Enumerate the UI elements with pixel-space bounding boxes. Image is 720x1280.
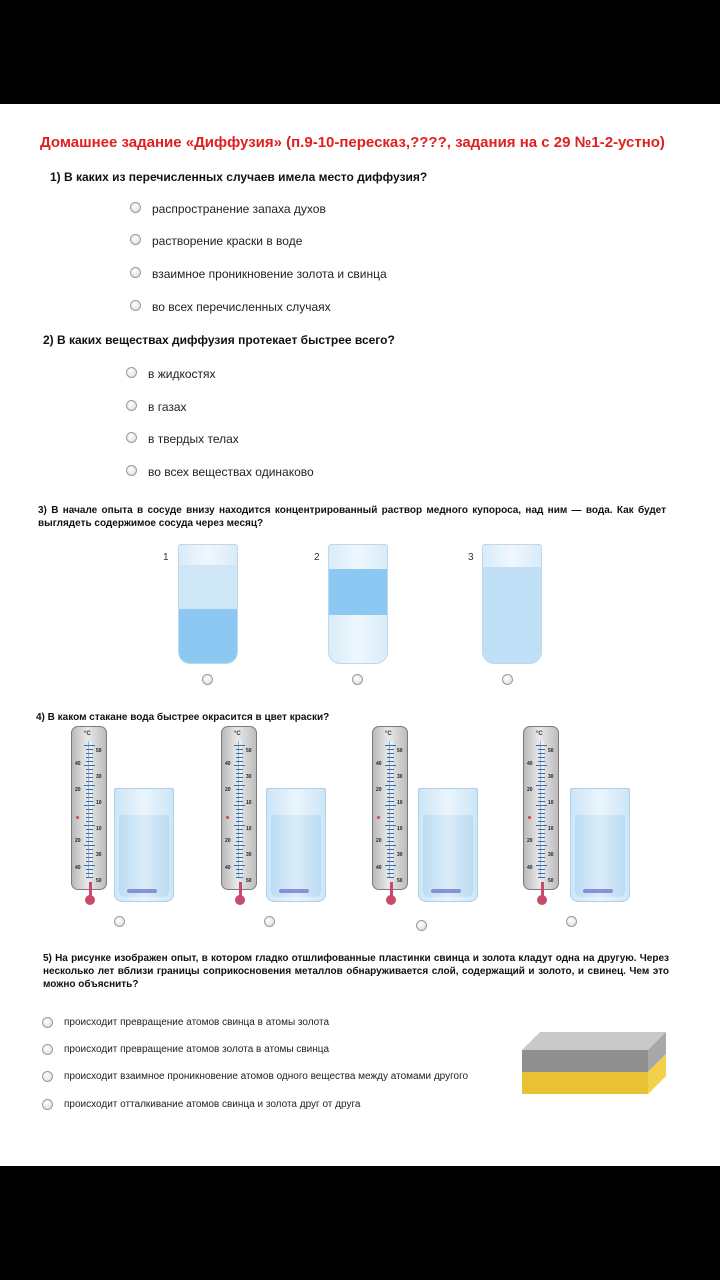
scale-tick [538, 813, 545, 814]
scale-tick [538, 833, 545, 834]
scale-tick [538, 773, 545, 774]
scale-tick [236, 757, 243, 758]
scale-tick [84, 825, 95, 826]
q5-option-4[interactable]: происходит отталкивание атомов свинца и золота друг от друга [42, 1097, 360, 1113]
scale-tick [538, 877, 545, 878]
scale-tick [84, 745, 95, 746]
paint-drops [583, 889, 613, 893]
question-1: 1) В каких из перечисленных случаев имела место диффузия? [50, 170, 428, 184]
scale-tick [236, 833, 243, 834]
scale-tick [387, 877, 394, 878]
scale-tick [538, 829, 545, 830]
scale-tick [86, 841, 93, 842]
scale-tick [86, 857, 93, 858]
page-title: Домашнее задание «Диффузия» (п.9-10-пересказ,????, задания на с 29 №1-2-устно) [40, 134, 665, 151]
scale-tick [236, 809, 243, 810]
scale-tick [236, 853, 243, 854]
scale-tick [86, 789, 93, 790]
thermometer-1: °C 40 20 20 40 50 30 10 10 30 50 [71, 726, 107, 890]
paint-drops [127, 889, 157, 893]
scale-tick [385, 865, 396, 866]
radio-icon[interactable] [126, 400, 137, 411]
thermometer-3: °C 40 20 20 40 50 30 10 10 30 50 [372, 726, 408, 890]
zero-mark [226, 816, 229, 819]
q5-option-3[interactable]: происходит взаимное проникновение атомов одного вещества между атомами другого [42, 1069, 468, 1085]
scale-tick [385, 825, 396, 826]
scale-tick [387, 813, 394, 814]
q3-radio-3[interactable] [502, 674, 513, 685]
scale-tick [387, 801, 394, 802]
radio-icon[interactable] [42, 1017, 53, 1028]
scale-tick [385, 745, 396, 746]
scale-tick [236, 801, 243, 802]
scale-tick [234, 825, 245, 826]
glass-2 [266, 788, 326, 902]
scale-tick [387, 821, 394, 822]
scale-tick [387, 757, 394, 758]
scale-tick [84, 765, 95, 766]
scale-tick [236, 861, 243, 862]
radio-icon[interactable] [42, 1044, 53, 1055]
vessel-label-2: 2 [314, 552, 320, 563]
scale-tick [86, 813, 93, 814]
scale-tick [86, 833, 93, 834]
scale-tick [385, 845, 396, 846]
scale-tick [536, 865, 547, 866]
thermometer-4: °C 40 20 20 40 50 30 10 10 30 50 [523, 726, 559, 890]
scale-tick [86, 793, 93, 794]
scale-tick [538, 781, 545, 782]
scale-tick [86, 781, 93, 782]
paint-drops [279, 889, 309, 893]
zero-mark [377, 816, 380, 819]
scale-tick [236, 829, 243, 830]
scale-tick [387, 749, 394, 750]
scale-tick [385, 805, 396, 806]
worksheet-page [0, 104, 720, 1166]
scale-tick [236, 841, 243, 842]
scale-tick [236, 749, 243, 750]
glass-3 [418, 788, 478, 902]
scale-tick [236, 869, 243, 870]
scale-tick [236, 761, 243, 762]
scale-tick [236, 777, 243, 778]
scale-tick [387, 849, 394, 850]
scale-tick [234, 745, 245, 746]
scale-tick [538, 809, 545, 810]
scale-tick [538, 749, 545, 750]
q1-option-1[interactable]: распространение запаха духов [130, 200, 326, 216]
glass-4 [570, 788, 630, 902]
scale-tick [236, 877, 243, 878]
q4-radio-3[interactable] [416, 920, 427, 931]
scale-tick [538, 853, 545, 854]
scale-tick [236, 753, 243, 754]
scale-tick [538, 761, 545, 762]
scale-tick [236, 837, 243, 838]
scale-tick [387, 781, 394, 782]
q3-radio-2[interactable] [352, 674, 363, 685]
scale-tick [84, 845, 95, 846]
scale-tick [536, 805, 547, 806]
q5-option-1[interactable]: происходит превращение атомов свинца в атомы золота [42, 1015, 329, 1031]
scale-tick [86, 849, 93, 850]
lead-plate-top [522, 1032, 666, 1050]
vessel-2 [328, 544, 388, 664]
scale-tick [236, 817, 243, 818]
question-2: 2) В каких веществах диффузия протекает быстрее всего? [43, 333, 395, 347]
scale-tick [86, 797, 93, 798]
scale-tick [86, 769, 93, 770]
scale-tick [387, 833, 394, 834]
scale-tick [387, 817, 394, 818]
scale-tick [536, 845, 547, 846]
scale-tick [86, 873, 93, 874]
scale-tick [234, 785, 245, 786]
q2-option-1[interactable]: в жидкостях [126, 365, 216, 381]
scale-tick [538, 757, 545, 758]
scale-tick [387, 841, 394, 842]
paint-drops [431, 889, 461, 893]
q3-radio-1[interactable] [202, 674, 213, 685]
scale-tick [234, 845, 245, 846]
scale-tick [538, 793, 545, 794]
scale-tick [538, 801, 545, 802]
scale-tick [84, 805, 95, 806]
scale-tick [86, 821, 93, 822]
q4-radio-1[interactable] [114, 916, 125, 927]
scale-tick [236, 781, 243, 782]
q1-option-2[interactable]: растворение краски в воде [130, 232, 302, 248]
radio-icon[interactable] [130, 300, 141, 311]
scale-tick [86, 837, 93, 838]
water-layer [179, 565, 237, 609]
scale-tick [86, 869, 93, 870]
q1-option-3[interactable]: взаимное проникновение золота и свинца [130, 265, 387, 281]
scale-tick [236, 873, 243, 874]
scale-tick [86, 829, 93, 830]
scale-tick [387, 853, 394, 854]
scale-tick [86, 777, 93, 778]
scale-tick [538, 797, 545, 798]
radio-icon[interactable] [126, 432, 137, 443]
scale-tick [538, 873, 545, 874]
zero-mark [76, 816, 79, 819]
radio-icon[interactable] [130, 267, 141, 278]
scale-tick [86, 877, 93, 878]
solution-layer [179, 609, 237, 663]
scale-tick [387, 797, 394, 798]
solution-layer [329, 569, 387, 615]
scale-tick [86, 861, 93, 862]
scale-tick [236, 789, 243, 790]
metal-plates-illustration [518, 1028, 668, 1096]
scale-tick [538, 869, 545, 870]
scale-tick [387, 809, 394, 810]
glass-1 [114, 788, 174, 902]
scale-tick [538, 777, 545, 778]
thermometer-bulb [386, 895, 396, 905]
scale-tick [86, 809, 93, 810]
scale-tick [236, 793, 243, 794]
scale-tick [86, 753, 93, 754]
question-5: 5) На рисунке изображен опыт, в котором гладко отшлифованные пластинки свинца и золота кладут одна на другую. Через несколько лет вблизи границы соприкосновения металлов обнаруживается слой, содержащий и золото, и свинец. Чем это можно объяснить? [43, 953, 669, 990]
scale-tick [387, 789, 394, 790]
vessel-label-1: 1 [163, 552, 169, 563]
scale-tick [538, 821, 545, 822]
scale-tick [385, 765, 396, 766]
scale-tick [234, 805, 245, 806]
radio-icon[interactable] [130, 202, 141, 213]
radio-icon[interactable] [126, 465, 137, 476]
scale-tick [86, 853, 93, 854]
scale-tick [86, 817, 93, 818]
scale-tick [538, 753, 545, 754]
scale-tick [538, 861, 545, 862]
gold-plate-side [522, 1072, 648, 1094]
q4-radio-2[interactable] [264, 916, 275, 927]
scale-tick [387, 753, 394, 754]
radio-icon[interactable] [42, 1099, 53, 1110]
scale-tick [387, 829, 394, 830]
scale-tick [236, 773, 243, 774]
q2-option-2[interactable]: в газах [126, 398, 187, 414]
scale-tick [236, 857, 243, 858]
q2-option-3[interactable]: в твердых телах [126, 430, 239, 446]
thermometer-2: °C 40 20 20 40 50 30 10 10 30 50 [221, 726, 257, 890]
mixed-solution [483, 567, 541, 663]
thermometer-bulb [235, 895, 245, 905]
scale-tick [387, 857, 394, 858]
q4-radio-4[interactable] [566, 916, 577, 927]
scale-tick [234, 865, 245, 866]
vessel-label-3: 3 [468, 552, 474, 563]
scale-tick [538, 817, 545, 818]
scale-tick [538, 789, 545, 790]
thermometer-bulb [85, 895, 95, 905]
scale-tick [538, 841, 545, 842]
scale-tick [236, 849, 243, 850]
scale-tick [84, 865, 95, 866]
scale-tick [536, 765, 547, 766]
question-4: 4) В каком стакане вода быстрее окрасится в цвет краски? [36, 712, 330, 723]
zero-mark [528, 816, 531, 819]
scale-tick [387, 793, 394, 794]
scale-tick [538, 849, 545, 850]
scale-tick [387, 761, 394, 762]
scale-tick [387, 837, 394, 838]
scale-tick [538, 857, 545, 858]
thermometer-bulb [537, 895, 547, 905]
scale-tick [385, 785, 396, 786]
q2-option-4[interactable]: во всех веществах одинаково [126, 463, 314, 479]
vessel-1 [178, 544, 238, 664]
scale-tick [236, 769, 243, 770]
radio-icon[interactable] [42, 1071, 53, 1082]
scale-tick [234, 765, 245, 766]
scale-tick [86, 773, 93, 774]
scale-tick [387, 769, 394, 770]
scale-tick [538, 837, 545, 838]
scale-tick [86, 757, 93, 758]
q1-option-4[interactable]: во всех перечисленных случаях [130, 298, 331, 314]
question-3: 3) В начале опыта в сосуде внизу находится концентрированный раствор медного купороса, над ним — вода. Как будет выглядеть содержимое сосуда через месяц? [38, 505, 666, 529]
radio-icon[interactable] [126, 367, 137, 378]
scale-tick [86, 801, 93, 802]
scale-tick [387, 869, 394, 870]
scale-tick [236, 821, 243, 822]
vessel-3 [482, 544, 542, 664]
scale-tick [387, 873, 394, 874]
scale-tick [536, 745, 547, 746]
scale-tick [236, 813, 243, 814]
scale-tick [236, 797, 243, 798]
scale-tick [538, 769, 545, 770]
scale-tick [536, 825, 547, 826]
scale-tick [84, 785, 95, 786]
lead-plate-side [522, 1050, 648, 1072]
scale-tick [387, 773, 394, 774]
scale-tick [86, 749, 93, 750]
q5-option-2[interactable]: происходит превращение атомов золота в атомы свинца [42, 1042, 329, 1058]
scale-tick [86, 761, 93, 762]
scale-tick [387, 861, 394, 862]
scale-tick [387, 777, 394, 778]
radio-icon[interactable] [130, 234, 141, 245]
scale-tick [536, 785, 547, 786]
